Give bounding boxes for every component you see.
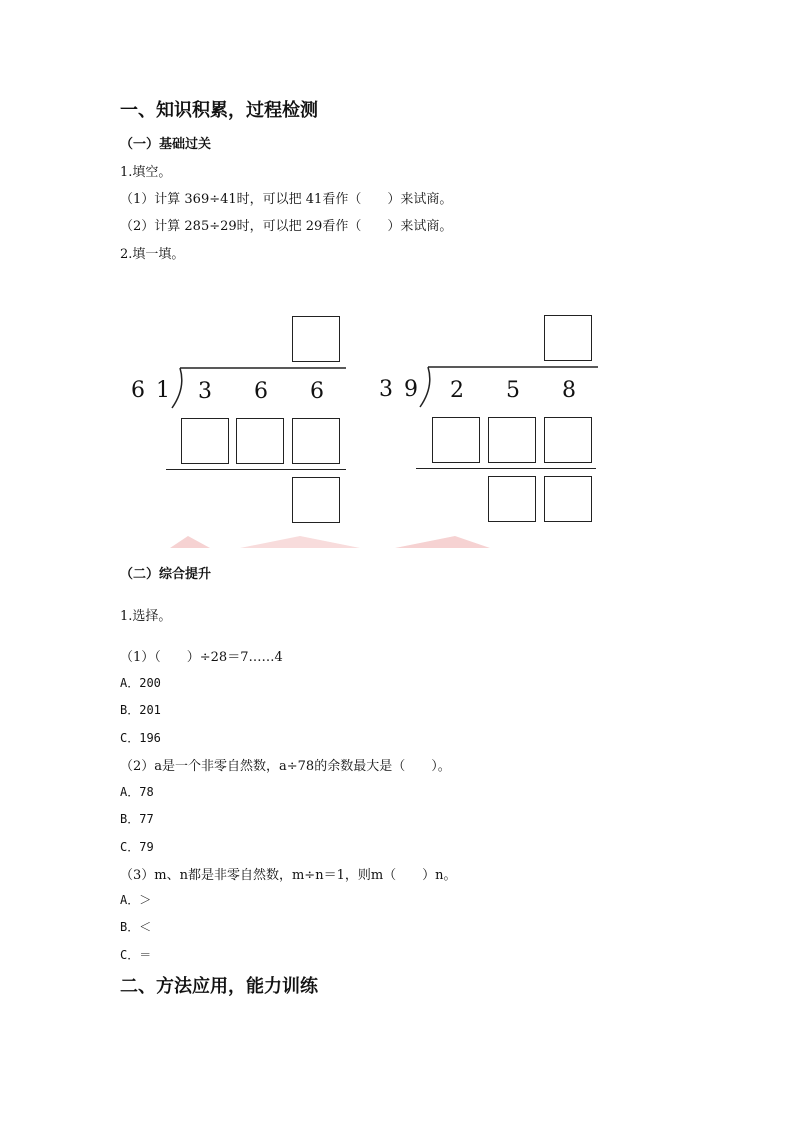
choice-option[interactable]: C．79: [120, 840, 154, 854]
subtraction-line: [166, 469, 346, 470]
subtraction-line: [416, 468, 596, 469]
product-box[interactable]: [488, 417, 536, 463]
question-1-2: （2）计算 285÷29时，可以把 29看作（ ）来试商。: [120, 219, 453, 234]
remainder-box[interactable]: [488, 476, 536, 522]
dividend-digit: 2: [450, 378, 464, 403]
dividend-digit: 6: [254, 379, 268, 404]
choice-stem: （3）m、n都是非零自然数，m÷n＝1，则m（ ）n。: [120, 868, 457, 883]
choice-option[interactable]: B．201: [120, 703, 161, 717]
section1-title: 一、知识积累，过程检测: [120, 100, 318, 121]
dividend-digit: 8: [562, 378, 576, 403]
question-1-1: （1）计算 369÷41时，可以把 41看作（ ）来试商。: [120, 192, 453, 207]
sub1-title: （一）基础过关: [120, 137, 212, 152]
quotient-box[interactable]: [544, 315, 592, 361]
product-box[interactable]: [432, 417, 480, 463]
remainder-box[interactable]: [544, 476, 592, 522]
choice-option[interactable]: C．196: [120, 731, 161, 745]
choice-stem: （1）（ ）÷28＝7……4: [120, 650, 283, 665]
dividend-digit: 5: [506, 378, 520, 403]
product-box[interactable]: [544, 417, 592, 463]
divisor: 3 9: [379, 377, 420, 402]
dividend-digit: 3: [198, 379, 212, 404]
question-2: 2.填一填。: [120, 247, 185, 262]
choice-option[interactable]: A．200: [120, 676, 161, 690]
choice-question: 1.选择。: [120, 609, 172, 624]
product-box[interactable]: [181, 418, 229, 464]
choice-option[interactable]: B．＜: [120, 920, 152, 934]
remainder-box[interactable]: [292, 477, 340, 523]
divisor: 6 1: [131, 378, 172, 403]
choice-option[interactable]: C．＝: [120, 948, 152, 962]
choice-option[interactable]: B．77: [120, 812, 154, 826]
sub2-title: （二）综合提升: [120, 567, 212, 582]
choice-stem: （2）a是一个非零自然数，a÷78的余数最大是（ ）。: [120, 759, 451, 774]
dividend-digit: 6: [310, 379, 324, 404]
product-box[interactable]: [292, 418, 340, 464]
quotient-box[interactable]: [292, 316, 340, 362]
section2-title: 二、方法应用，能力训练: [120, 976, 318, 997]
choice-option[interactable]: A．＞: [120, 893, 152, 907]
product-box[interactable]: [236, 418, 284, 464]
choice-option[interactable]: A．78: [120, 785, 154, 799]
question-1: 1.填空。: [120, 165, 172, 180]
